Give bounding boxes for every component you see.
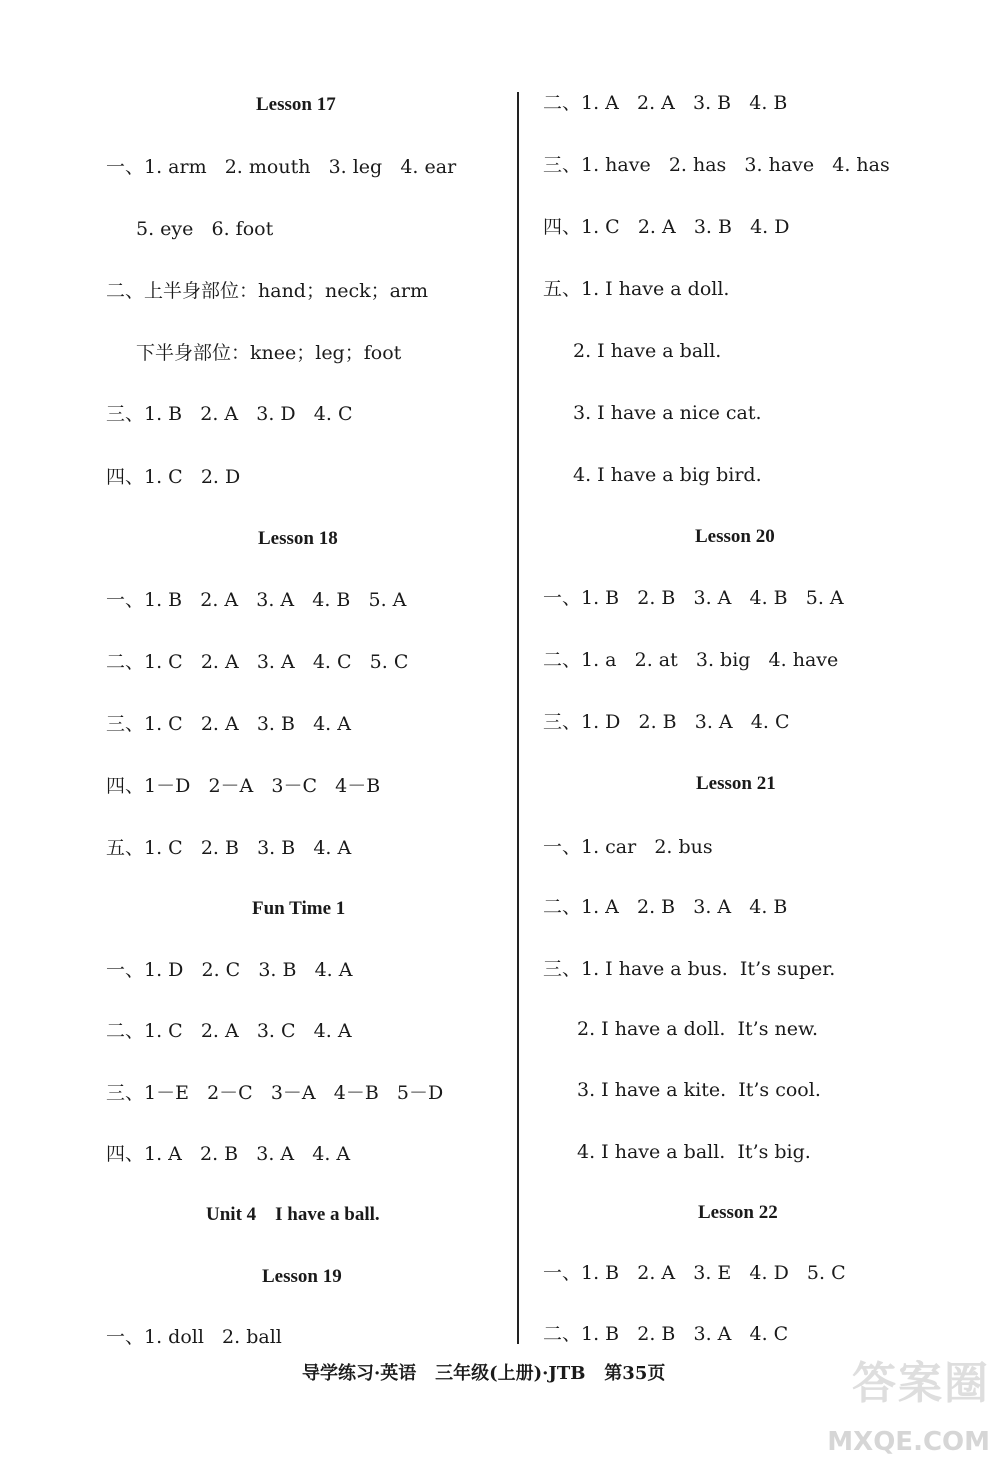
answer-line: 一、1. B 2. B 3. A 4. B 5. A <box>543 587 844 609</box>
watermark-logo: 答案圈 <box>852 1358 990 1409</box>
answer-line: 一、1. D 2. C 3. B 4. A <box>106 959 353 981</box>
answer-line: 四、1. A 2. B 3. A 4. A <box>106 1143 351 1165</box>
answer-line: 四、1. C 2. A 3. B 4. D <box>543 216 790 238</box>
answer-line: 五、1. C 2. B 3. B 4. A <box>106 837 352 859</box>
answer-line: 三、1. D 2. B 3. A 4. C <box>543 711 790 733</box>
answer-line: 四、1－D 2－A 3－C 4－B <box>106 775 381 797</box>
answer-line: 3. I have a nice cat. <box>573 402 762 424</box>
unit-heading: Unit 4 I have a ball. <box>206 1204 380 1225</box>
answer-line: 一、1. B 2. A 3. E 4. D 5. C <box>543 1262 846 1284</box>
answer-line: 一、1. doll 2. ball <box>106 1326 282 1348</box>
answer-line: 二、1. A 2. B 3. A 4. B <box>543 896 788 918</box>
answer-line: 三、1. B 2. A 3. D 4. C <box>106 403 353 425</box>
section-heading: Lesson 17 <box>256 94 336 115</box>
answer-line: 4. I have a ball. It’s big. <box>577 1141 811 1163</box>
answer-line: 2. I have a doll. It’s new. <box>577 1018 819 1040</box>
answer-line: 三、1. have 2. has 3. have 4. has <box>543 154 890 176</box>
answer-line: 二、1. A 2. A 3. B 4. B <box>543 92 788 114</box>
section-heading: Lesson 20 <box>695 526 775 547</box>
answer-line: 下半身部位：knee；leg；foot <box>136 342 402 364</box>
answer-line: 二、1. C 2. A 3. A 4. C 5. C <box>106 651 409 673</box>
section-heading: Lesson 21 <box>696 773 776 794</box>
answer-line: 4. I have a big bird. <box>573 464 762 486</box>
watermark-url: MXQE.COM <box>827 1427 990 1457</box>
answer-line: 一、1. B 2. A 3. A 4. B 5. A <box>106 589 407 611</box>
answer-line: 三、1. C 2. A 3. B 4. A <box>106 713 351 735</box>
answer-line: 3. I have a kite. It’s cool. <box>577 1079 821 1101</box>
section-heading: Lesson 22 <box>698 1202 778 1223</box>
answer-line: 2. I have a ball. <box>573 340 722 362</box>
answer-line: 一、1. car 2. bus <box>543 836 713 858</box>
answer-line: 二、上半身部位：hand；neck；arm <box>106 280 429 302</box>
answer-line: 二、1. B 2. B 3. A 4. C <box>543 1323 789 1345</box>
answer-line: 二、1. C 2. A 3. C 4. A <box>106 1020 352 1042</box>
answer-line: 五、1. I have a doll. <box>543 278 730 300</box>
answer-line: 5. eye 6. foot <box>136 218 274 240</box>
answer-line: 四、1. C 2. D <box>106 466 241 488</box>
watermark <box>820 1358 990 1458</box>
section-heading: Lesson 19 <box>262 1266 342 1287</box>
section-heading: Fun Time 1 <box>252 898 346 919</box>
answer-line: 一、1. arm 2. mouth 3. leg 4. ear <box>106 156 457 178</box>
section-heading: Lesson 18 <box>258 528 338 549</box>
answer-line: 三、1－E 2－C 3－A 4－B 5－D <box>106 1082 444 1104</box>
column-divider <box>517 92 519 1344</box>
answer-line: 三、1. I have a bus. It’s super. <box>543 958 836 980</box>
page-footer: 导学练习·英语 三年级(上册)·JTB 第35页 <box>302 1363 666 1384</box>
answer-line: 二、1. a 2. at 3. big 4. have <box>543 649 839 671</box>
